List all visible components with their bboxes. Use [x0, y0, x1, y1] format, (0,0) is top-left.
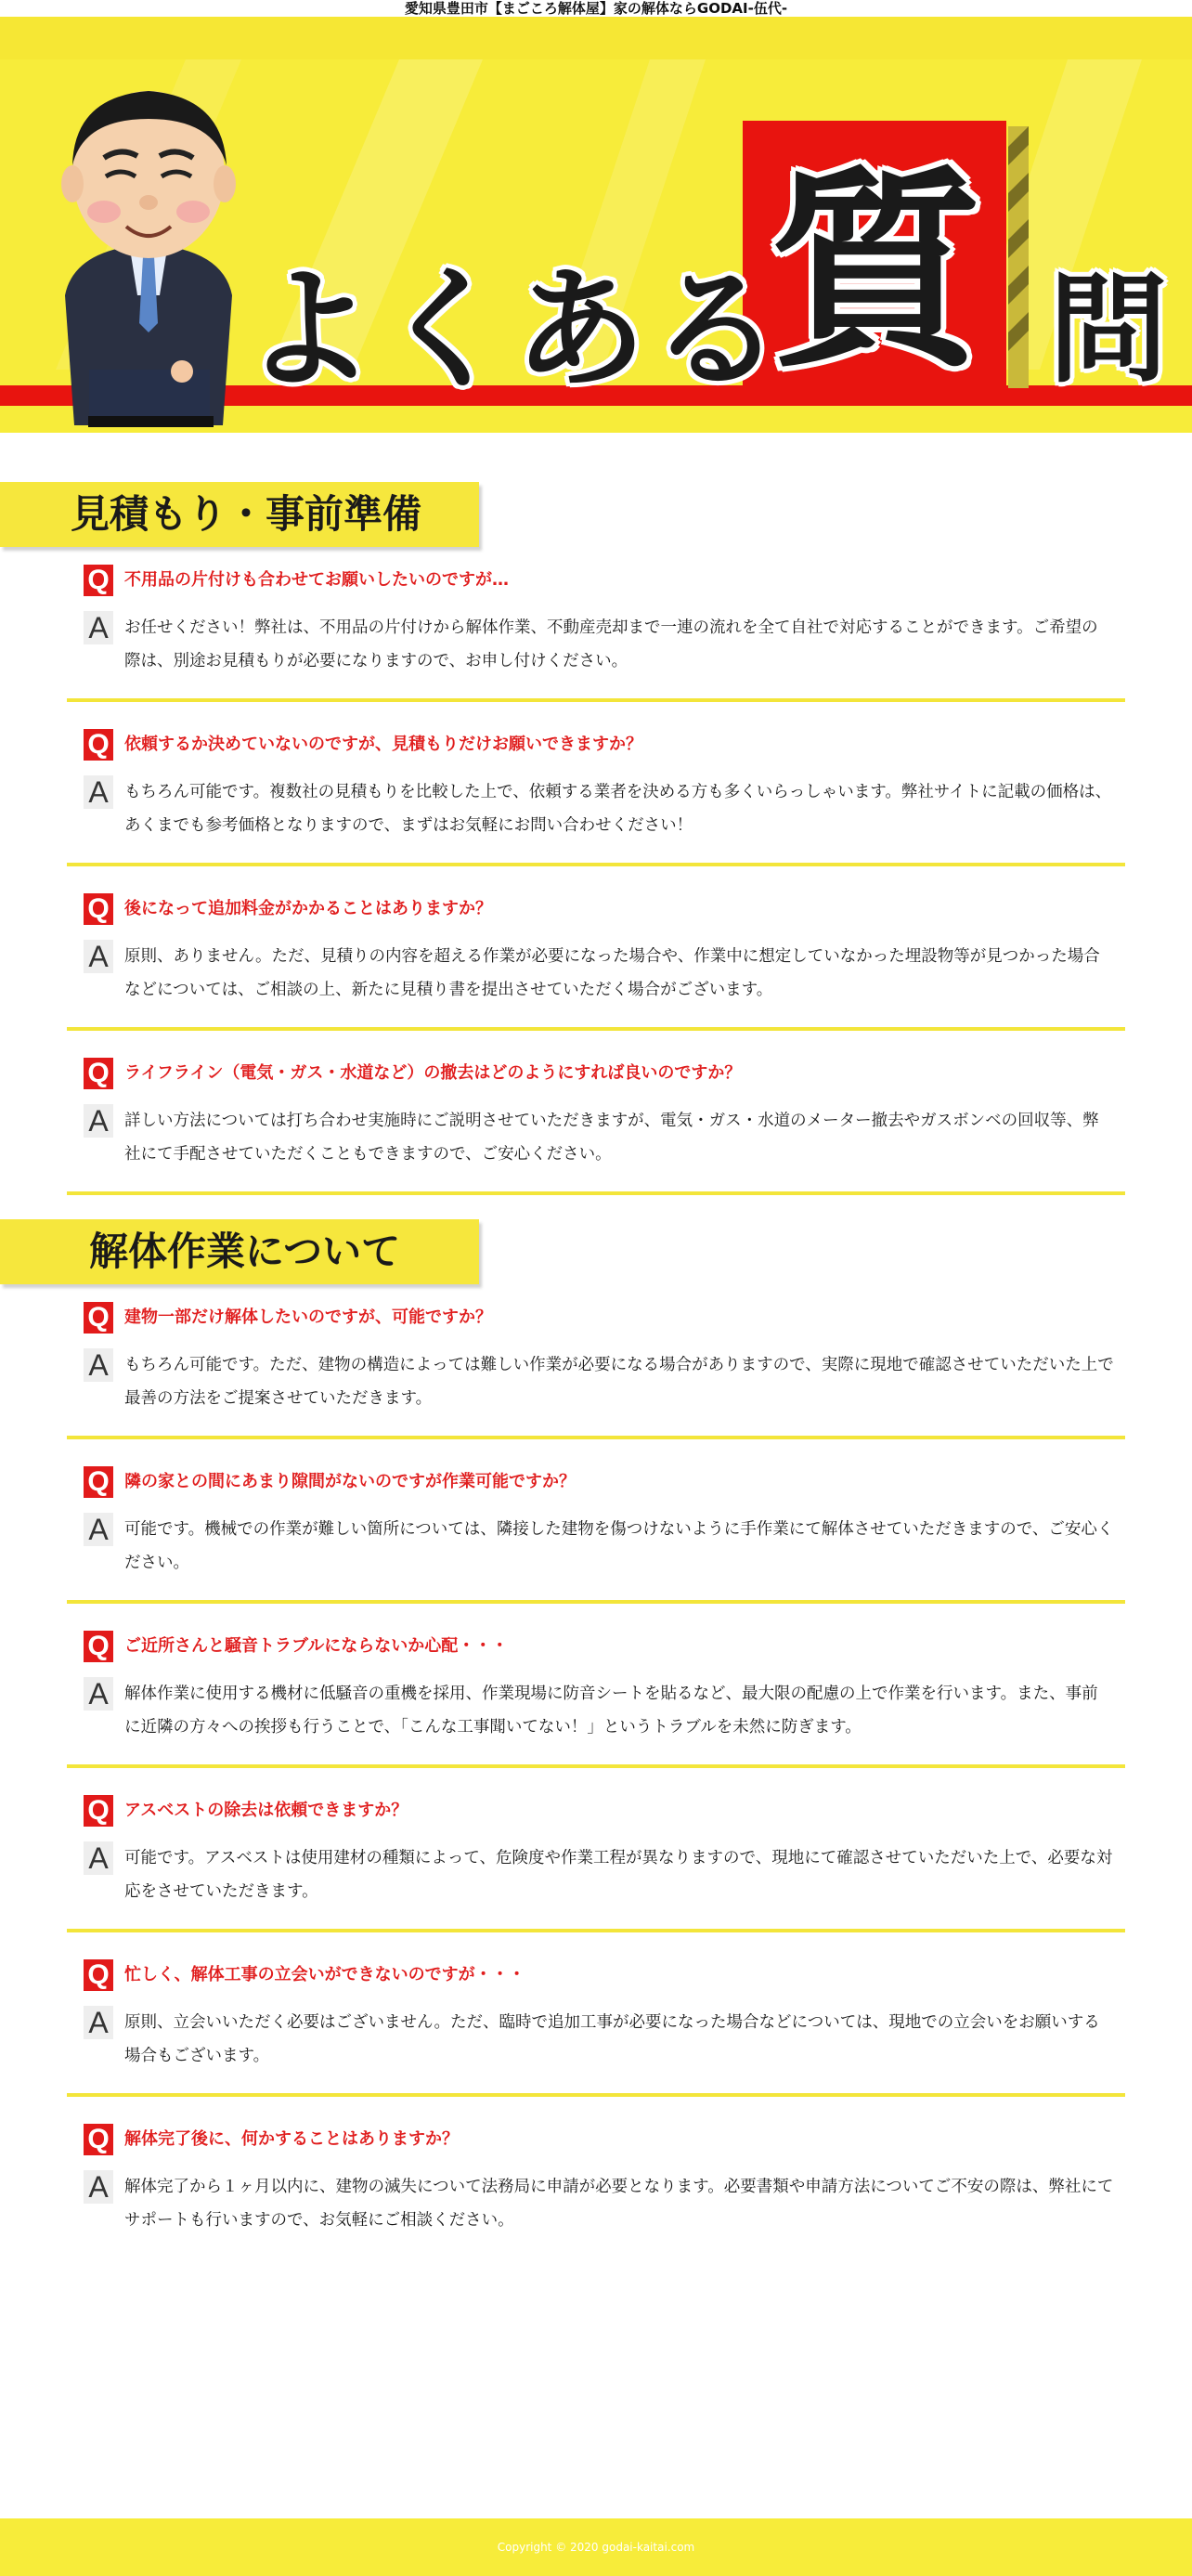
question-text: 忙しく、解体工事の立会いができないのですが・・・ [124, 1965, 525, 1984]
question-row [84, 729, 1105, 761]
site-title[interactable]: 愛知県豊田市【まごころ解体屋】家の解体ならGODAI-伍代- [0, 0, 1192, 17]
question-text: アスベストの除去は依頼できますか？ [124, 1801, 408, 1820]
answer-text: 解体完了から１ヶ月以内に、建物の滅失について法務局に申請が必要となります。必要書類や申請方法についてご不安の際は、弊社にてサポートも行いますので、お気軽にご相談ください。 [124, 2178, 1114, 2230]
answer-text: もちろん可能です。複数社の見積もりを比較した上で、依頼する業者を決める方も多くいらっしゃいます。弊社サイトに記載の価格は、あくまでも参考価格となりますので、まずはお気軽にお問い合わせください！ [124, 783, 1112, 835]
q-badge: Q [84, 1466, 113, 1498]
hero-title-kana: よくある [243, 254, 785, 407]
question-row [84, 565, 1105, 596]
question-text: ご近所さんと騒音トラブルにならないか心配・・・ [124, 1636, 509, 1656]
a-badge: A [84, 2170, 113, 2204]
q-badge: Q [84, 1058, 113, 1089]
answer-text: 解体作業に使用する機材に低騒音の重機を採用、作業現場に防音シートを貼るなど、最大限の配慮の上で作業を行います。また、事前に近隣の方々への挨拶も行うことで、「こんな工事聞いてない！」というトラブルを未然に防ぎます。 [124, 1685, 1098, 1737]
a-badge: A [84, 1841, 113, 1875]
question-row [84, 1795, 1105, 1827]
question-text: 後になって追加料金がかかることはありますか？ [124, 899, 492, 918]
answer-text: 原則、立会いいただく必要はございません。ただ、臨時で追加工事が必要になった場合などについては、現地での立会いをお願いする場合もございます。 [124, 2013, 1100, 2065]
a-badge: A [84, 775, 113, 809]
question-row [84, 1302, 1105, 1334]
question-text: 隣の家との間にあまり隙間がないのですが作業可能ですか？ [124, 1472, 576, 1491]
question-row [84, 1959, 1105, 1991]
section-heading-demolition: 解体作業について [0, 1219, 479, 1284]
q-badge: Q [84, 565, 113, 596]
a-badge: A [84, 1104, 113, 1138]
q-badge: Q [84, 1795, 113, 1827]
question-row [84, 1466, 1105, 1498]
answer-text: 詳しい方法については打ち合わせ実施時にご説明させていただきますが、電気・ガス・水道のメーター撤去やガスボンベの回収等、弊社にて手配させていただくこともできますので、ご安心ください。 [124, 1112, 1099, 1164]
answer-text: お任せください！弊社は、不用品の片付けから解体作業、不動産売却まで一連の流れを全て自社で対応することができます。ご希望の際は、別途お見積もりが必要になりますので、お申し付けください。 [124, 618, 1098, 670]
question-text: 不用品の片付けも合わせてお願いしたいのですが… [124, 570, 509, 590]
mascot-character-illustration [61, 91, 236, 427]
question-row [84, 2124, 1105, 2155]
q-badge: Q [84, 1302, 113, 1334]
a-badge: A [84, 1513, 113, 1546]
faq-item [67, 729, 1125, 866]
faq-item [67, 1302, 1125, 1439]
faq-item [67, 893, 1125, 1031]
q-badge: Q [84, 729, 113, 761]
faq-item [67, 565, 1125, 702]
question-text: 建物一部だけ解体したいのですが、可能ですか？ [124, 1308, 492, 1327]
faq-item [67, 1795, 1125, 1932]
a-badge: A [84, 940, 113, 973]
q-badge: Q [84, 1631, 113, 1662]
hero-title-kanji-big: 質 [769, 150, 983, 397]
question-text: 依頼するか決めていないのですが、見積もりだけお願いできますか？ [124, 735, 642, 754]
question-row [84, 1058, 1105, 1089]
answer-text: 可能です。機械での作業が難しい箇所については、隣接した建物を傷つけないように手作業にて解体させていただきますので、ご安心ください。 [124, 1520, 1114, 1572]
answer-text: 原則、ありません。ただ、見積りの内容を超える作業が必要になった場合や、作業中に想定していなかった埋設物等が見つかった場合などについては、ご相談の上、新たに見積り書を提出させていただく場合がございます。 [124, 947, 1100, 999]
a-badge: A [84, 1348, 113, 1382]
faq-item [67, 1959, 1125, 2097]
answer-text: もちろん可能です。ただ、建物の構造によっては難しい作業が必要になる場合がありますので、実際に現地で確認させていただいた上で最善の方法をご提案させていただきます。 [124, 1356, 1114, 1408]
question-row [84, 893, 1105, 925]
a-badge: A [84, 2006, 113, 2039]
faq-item [67, 1058, 1125, 1195]
faq-item [67, 2124, 1125, 2261]
a-badge: A [84, 611, 113, 644]
faq-item [67, 1466, 1125, 1604]
q-badge: Q [84, 2124, 113, 2155]
question-text: 解体完了後に、何かすることはありますか？ [124, 2129, 459, 2149]
footer-copyright: Copyright © 2020 godai-kaitai.com [0, 2518, 1192, 2576]
question-row [84, 1631, 1105, 1662]
hero-title-kanji-small: 問 [1048, 261, 1168, 399]
faq-hero-banner [0, 17, 1192, 433]
section-heading-estimate: 見積もり・事前準備 [0, 482, 479, 547]
answer-text: 可能です。アスベストは使用建材の種類によって、危険度や作業工程が異なりますので、現地にて確認させていただいた上で、必要な対応をさせていただきます。 [124, 1849, 1113, 1901]
faq-item [67, 1631, 1125, 1768]
q-badge: Q [84, 893, 113, 925]
q-badge: Q [84, 1959, 113, 1991]
question-text: ライフライン（電気・ガス・水道など）の撤去はどのようにすれば良いのですか？ [124, 1063, 742, 1083]
a-badge: A [84, 1677, 113, 1711]
